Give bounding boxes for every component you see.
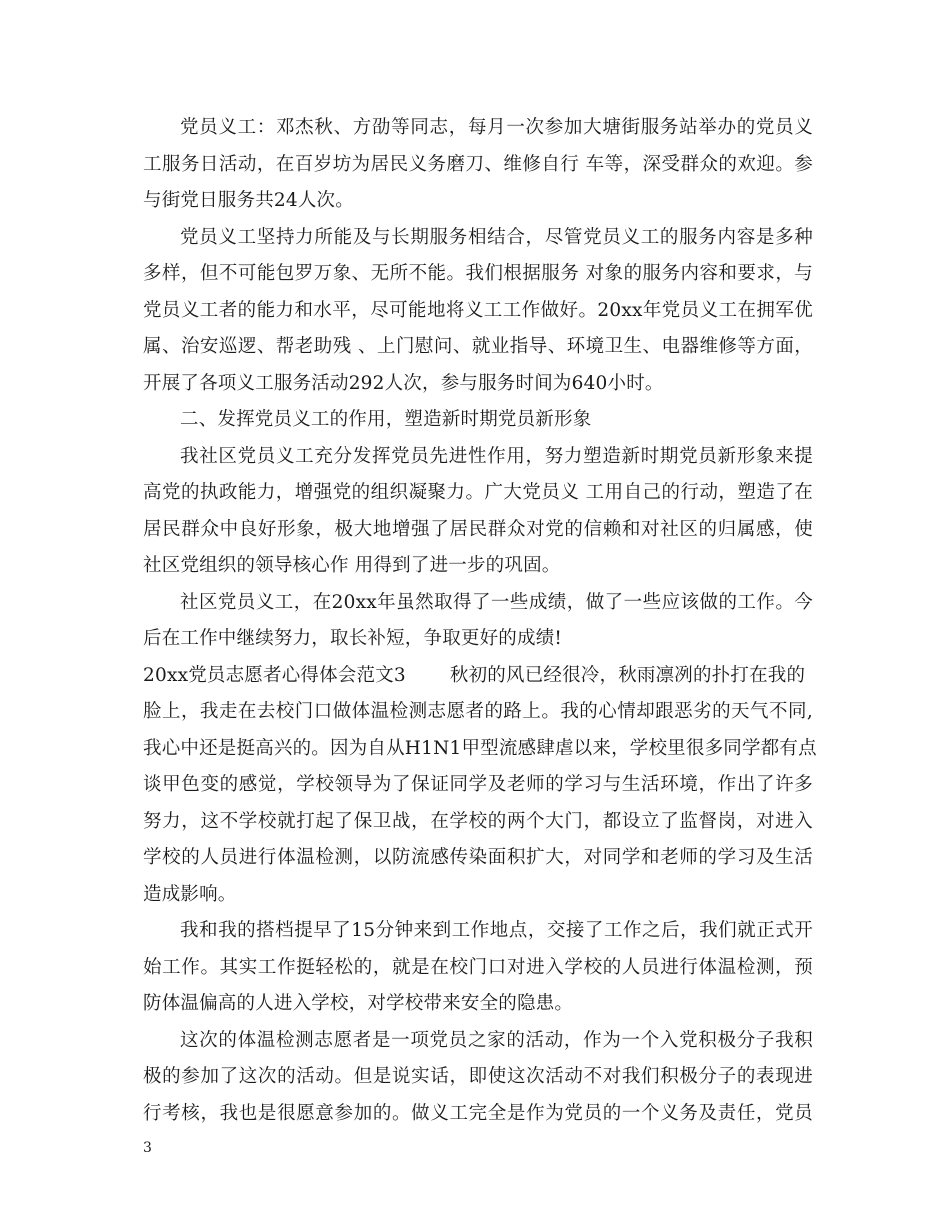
paragraph-line: 始工作。其实工作挺轻松的，就是在校门口对进入学校的人员进行体温检测，预 <box>143 956 813 978</box>
paragraph-line: 工服务日活动，在百岁坊为居民义务磨刀、维修自行 车等，深受群众的欢迎。参 <box>143 153 813 175</box>
section-heading: 二、发挥党员义工的作用，塑造新时期党员新形象 <box>180 409 592 430</box>
paragraph-line: 防体温偏高的人进入学校，对学校带来安全的隐患。 <box>143 993 574 1014</box>
paragraph-line: 行考核，我也是很愿意参加的。做义工完全是作为党员的一个义务及责任，党员 <box>143 1102 813 1124</box>
paragraph-line: 我和我的搭档提早了15分钟来到工作地点，交接了工作之后，我们就正式开 <box>180 920 813 941</box>
paragraph-line: 与街党日服务共24人次。 <box>143 190 354 211</box>
paragraph-line: 属、治安巡逻、帮老助残 、上门慰问、就业指导、环境卫生、电器维修等方面， <box>143 336 813 357</box>
paragraph-line: 多样，但不可能包罗万象、无所不能。我们根据服务 对象的服务内容和要求，与 <box>143 263 813 284</box>
page-number: 3 <box>143 1140 152 1156</box>
paragraph-line: 谈甲色变的感觉，学校领导为了保证同学及老师的学习与生活环境，作出了许多 <box>143 774 813 795</box>
paragraph-line: 我社区党员义工充分发挥党员先进性作用，努力塑造新时期党员新形象来提 <box>180 445 813 467</box>
paragraph-line: 开展了各项义工服务活动292人次，参与服务时间为640小时。 <box>143 372 664 394</box>
paragraph-line: 后在工作中继续努力，取长补短，争取更好的成绩! <box>143 628 563 649</box>
paragraph-line: 居民群众中良好形象，极大地增强了居民群众对党的信赖和对社区的归属感，使 <box>143 518 813 540</box>
paragraph-line: 学校的人员进行体温检测，以防流感传染面积扩大，对同学和老师的学习及生活 <box>143 847 813 868</box>
paragraph-line: 我心中还是挺高兴的。因为自从H1N1甲型流感肆虐以来，学校里很多同学都有点 <box>143 737 817 759</box>
document-body <box>143 110 817 1132</box>
paragraph-line: 高党的执政能力，增强党的组织凝聚力。广大党员义 工用自己的行动，塑造了在 <box>143 482 813 503</box>
essay-opening: 秋初的风已经很冷，秋雨凛冽的扑打在我的 <box>449 664 806 686</box>
paragraph-line: 造成影响。 <box>143 883 237 905</box>
paragraph-line: 极的参加了这次的活动。但是说实话，即使这次活动不对我们积极分子的表现进 <box>143 1066 813 1087</box>
paragraph-line: 努力，这不学校就打起了保卫战，在学校的两个大门，都设立了监督岗，对进入 <box>143 810 813 832</box>
essay-title-line <box>143 658 813 695</box>
paragraph-line: 党员义工坚持力所能及与长期服务相结合，尽管党员义工的服务内容是多种 <box>180 226 813 248</box>
paragraph-line: 这次的体温检测志愿者是一项党员之家的活动，作为一个入党积极分子我积 <box>180 1029 813 1051</box>
paragraph-line: 社区党组织的领导核心作 用得到了进一步的巩固。 <box>143 555 561 576</box>
paragraph-line: 党员义工：邓杰秋、方劭等同志，每月一次参加大塘街服务站举办的党员义 <box>180 117 813 138</box>
essay-title: 20xx党员志愿者心得体会范文3 <box>143 664 406 686</box>
paragraph-line: 社区党员义工，在20xx年虽然取得了一些成绩，做了一些应该做的工作。今 <box>180 591 813 613</box>
paragraph-line: 脸上，我走在去校门口做体温检测志愿者的路上。我的心情却跟恶劣的天气不同, <box>143 701 813 722</box>
title-gap <box>406 658 450 695</box>
paragraph-line: 党员义工者的能力和水平，尽可能地将义工工作做好。20xx年党员义工在拥军优 <box>143 299 813 321</box>
